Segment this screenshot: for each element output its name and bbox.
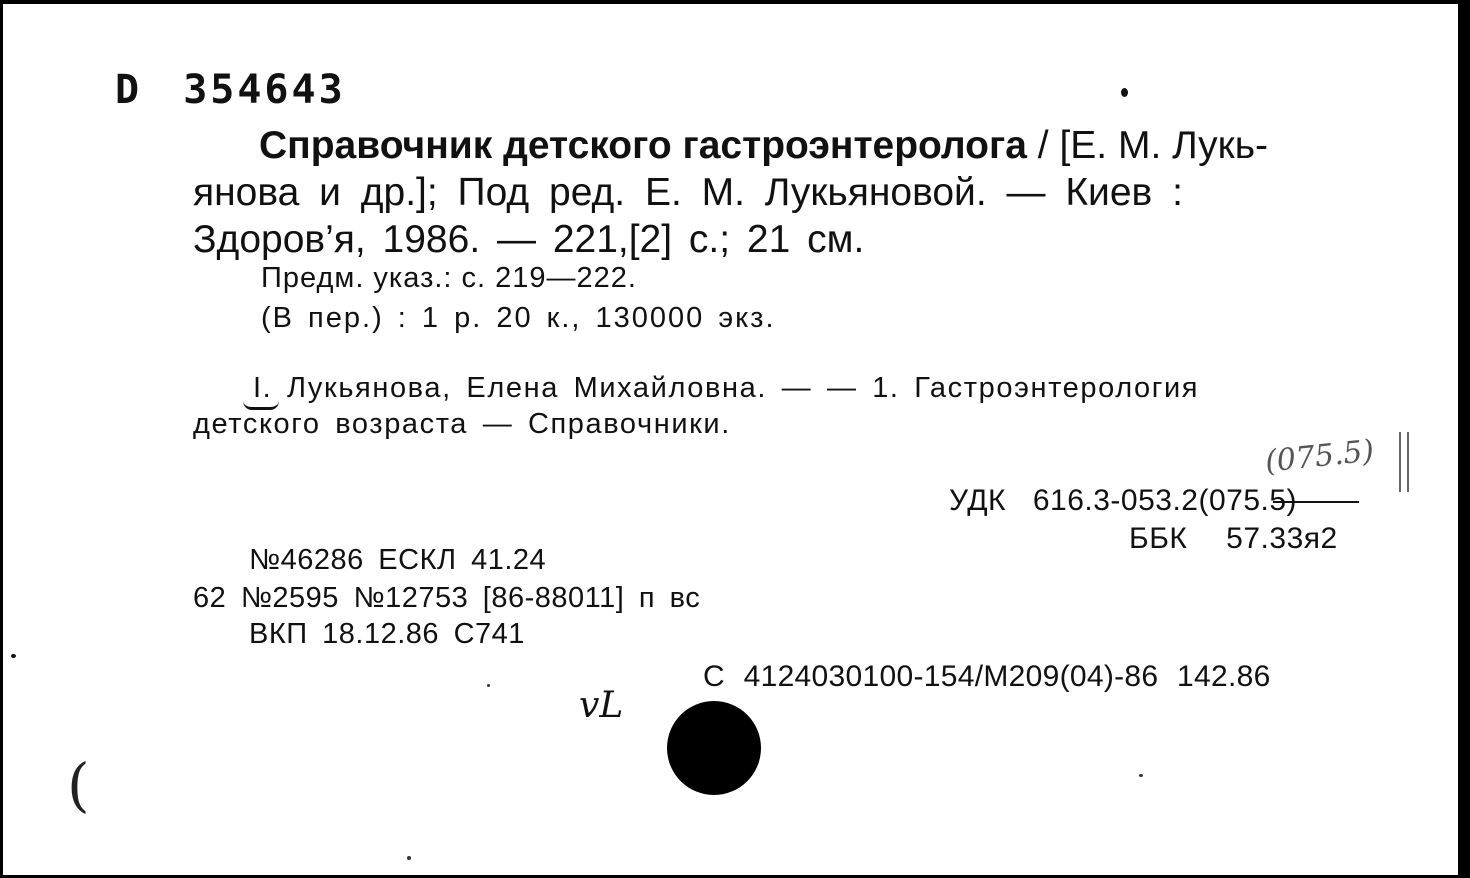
ink-dot <box>1121 88 1128 97</box>
ink-dot <box>1139 774 1143 777</box>
pencil-bracket-mark <box>1399 432 1409 492</box>
ink-dot <box>407 856 411 860</box>
title-authors-start: / [Е. М. Лукь- <box>1026 124 1269 167</box>
handwritten-code: (075.5) <box>1263 433 1376 480</box>
udk-code: УДК 616.3-053.2(075.5) <box>949 484 1298 517</box>
title-line-2: янова и др.]; Под ред. Е. М. Лукьяновой. — Киев : <box>193 171 1183 214</box>
tracing-line-2: детского возраста — Справочники. <box>193 408 731 440</box>
call-number-digits: 354643 <box>183 67 346 113</box>
tracing-line-1: I. Лукьянова, Елена Михайловна. — — 1. Гастроэнтерология <box>253 372 1200 404</box>
note-price: (В пер.) : 1 р. 20 к., 130000 экз. <box>261 302 776 334</box>
title-block <box>193 122 1365 263</box>
acquisition-line-2: 62 №2595 №12753 [86-88011] п вс <box>193 582 701 614</box>
ink-dot <box>11 654 16 658</box>
handwritten-initials: vL <box>579 685 624 726</box>
catalog-code: С 4124030100-154/М209(04)-86 142.86 <box>703 660 1271 693</box>
book-title: Справочник детского гастроэнтеролога <box>259 124 1027 167</box>
bbk-code: ББК 57.33я2 <box>1129 522 1338 555</box>
title-line-3: Здоров’я, 1986. — 221,[2] с.; 21 см. <box>193 218 865 261</box>
call-number-prefix: D <box>115 67 143 113</box>
handwritten-mark: ( <box>67 751 90 819</box>
call-number <box>115 67 346 113</box>
title-line-1 <box>193 122 1365 169</box>
acquisition-line-3: ВКП 18.12.86 С741 <box>249 618 525 650</box>
punch-hole <box>667 701 761 795</box>
note-index: Предм. указ.: с. 219—222. <box>261 262 637 294</box>
ink-dot <box>487 684 490 687</box>
udk-strikethrough <box>1273 501 1359 503</box>
acquisition-line-1: №46286 ЕСКЛ 41.24 <box>249 544 547 576</box>
